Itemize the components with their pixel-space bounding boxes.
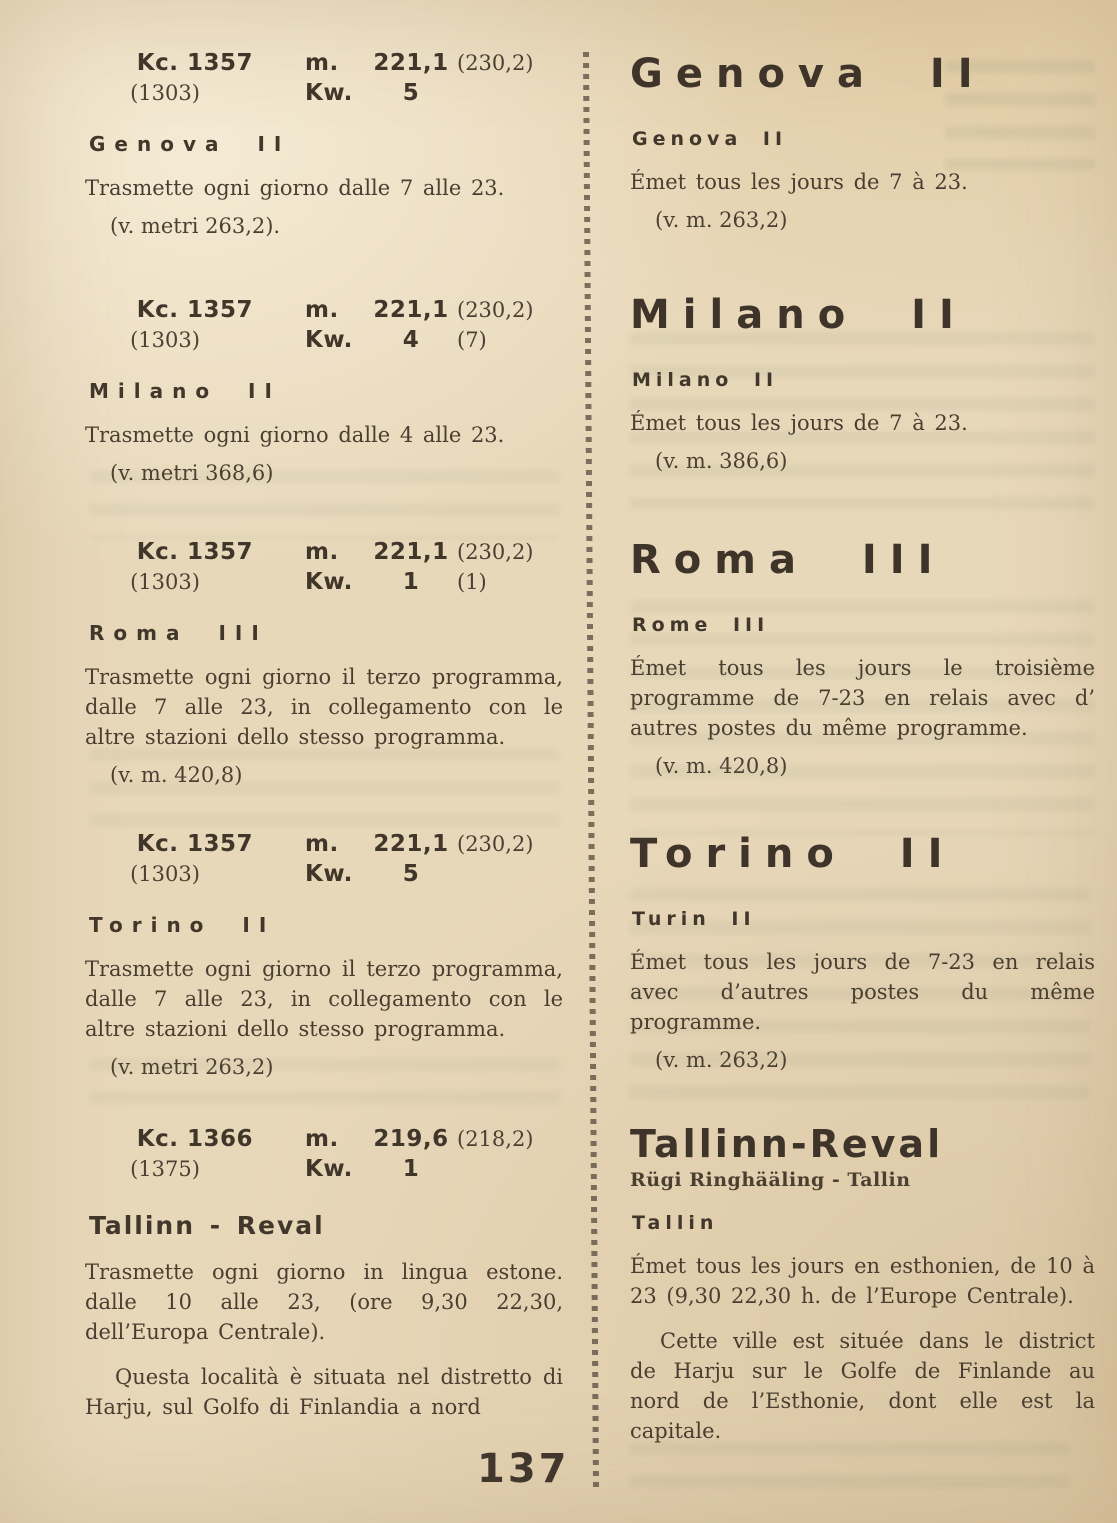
frequency-row (85, 295, 563, 325)
m-value: 219,6 (373, 1126, 449, 1152)
spacer (245, 567, 279, 597)
m-alt-value: (230,2) (457, 298, 534, 322)
station-description: Émet tous les jours de 7-23 en relais avec d’autres postes du même programme. (630, 950, 1095, 1034)
station-description: Trasmette ogni giorno dalle 7 alle 23. (85, 176, 505, 200)
wavelength-note: (v. metri 368,6) (110, 461, 274, 485)
kw-alt-value (457, 78, 563, 108)
station-title: Torino II (630, 831, 956, 877)
m-alt-value: (230,2) (457, 51, 534, 75)
station-name: Genova II (89, 132, 291, 156)
spacer (245, 325, 279, 355)
frequency-row (85, 829, 563, 859)
station-section (630, 1122, 1095, 1446)
station-section (630, 538, 1095, 778)
frequency-table (85, 48, 563, 108)
kw-label: Kw. (305, 80, 353, 106)
station-native-name: Rügi Ringhääling - Tallin (630, 1169, 911, 1191)
wavelength-note: (v. metri 263,2). (110, 214, 281, 238)
station-section (85, 48, 563, 238)
station-name-translated: Tallin (632, 1212, 719, 1234)
station-section (630, 832, 1095, 1072)
station-title: Tallinn-Reval (630, 1122, 944, 1166)
station-description: Trasmette ogni giorno dalle 4 alle 23. (85, 423, 505, 447)
kc-spacer (253, 829, 279, 859)
kc-label: Kc. 1357 (136, 539, 253, 565)
station-name-translated: Genova II (632, 128, 788, 150)
station-section (630, 52, 1095, 232)
station-name: Tallinn - Reval (89, 1211, 325, 1240)
kw-value: 1 (402, 569, 420, 595)
kc-label: Kc. 1357 (136, 297, 253, 323)
station-name-translated: Rome III (632, 614, 770, 636)
station-section (85, 295, 563, 485)
column-divider-dotted-rule (583, 52, 599, 1490)
kc-alt-value: (1303) (130, 570, 200, 594)
kc-label: Kc. 1366 (136, 1126, 253, 1152)
frequency-row (85, 537, 563, 567)
kw-alt-value: (1) (457, 570, 487, 594)
m-value: 221,1 (373, 539, 449, 565)
m-alt-value: (218,2) (457, 1127, 534, 1151)
kw-label: Kw. (305, 1156, 353, 1182)
station-name: Torino II (89, 913, 276, 937)
frequency-row (85, 1154, 563, 1184)
kc-alt-value: (1303) (130, 81, 200, 105)
station-title: Genova II (630, 51, 986, 97)
wavelength-note: (v. m. 263,2) (655, 208, 788, 232)
station-section (85, 537, 563, 787)
wavelength-note: (v. m. 420,8) (110, 763, 243, 787)
m-label: m. (305, 831, 339, 857)
frequency-row (85, 1124, 563, 1154)
station-name: Roma III (89, 621, 268, 645)
frequency-table (85, 829, 563, 889)
station-title: Roma III (630, 537, 946, 583)
station-description: Trasmette ogni giorno in lingua estone. dalle 10 alle 23, (ore 9,30 22,30, dell’Europa Centrale). (85, 1260, 563, 1344)
right-column-french (630, 0, 1095, 1523)
m-label: m. (305, 50, 339, 76)
kw-alt-value: (7) (457, 328, 487, 352)
station-section (630, 293, 1095, 473)
station-description: Émet tous les jours de 7 à 23. (630, 170, 968, 194)
kw-value: 1 (402, 1156, 420, 1182)
kc-spacer (253, 295, 279, 325)
kc-alt-value: (1303) (130, 862, 200, 886)
frequency-row (85, 325, 563, 355)
kw-value: 5 (402, 80, 420, 106)
m-label: m. (305, 1126, 339, 1152)
m-value: 221,1 (373, 831, 449, 857)
station-name: Milano II (89, 379, 281, 403)
station-name-translated: Turin II (632, 908, 756, 930)
m-value: 221,1 (373, 50, 449, 76)
frequency-row (85, 567, 563, 597)
kw-value: 4 (402, 327, 420, 353)
wavelength-note: (v. metri 263,2) (110, 1055, 274, 1079)
station-title: Milano II (630, 292, 967, 338)
kw-label: Kw. (305, 327, 353, 353)
m-alt-value: (230,2) (457, 832, 534, 856)
station-description: Émet tous les jours de 7 à 23. (630, 411, 968, 435)
station-name-translated: Milano II (632, 369, 779, 391)
m-value: 221,1 (373, 297, 449, 323)
kc-label: Kc. 1357 (136, 50, 253, 76)
kc-alt-value: (1375) (130, 1157, 200, 1181)
kc-spacer (253, 537, 279, 567)
wavelength-note: (v. m. 263,2) (655, 1048, 788, 1072)
left-column-italian (85, 0, 563, 1523)
spacer (245, 1154, 279, 1184)
station-description: Trasmette ogni giorno il terzo programma, dalle 7 alle 23, in collegamento con le altre stazioni dello stesso programma. (85, 665, 563, 749)
spacer (245, 859, 279, 889)
station-description: Trasmette ogni giorno il terzo programma, dalle 7 alle 23, in collegamento con le altre stazioni dello stesso programma. (85, 957, 563, 1041)
station-description: Émet tous les jours le troisième programme de 7-23 en relais avec d’ autres postes du même programme. (630, 656, 1095, 740)
kc-spacer (253, 1124, 279, 1154)
m-label: m. (305, 539, 339, 565)
frequency-table (85, 1124, 563, 1184)
frequency-table (85, 295, 563, 355)
spacer (245, 78, 279, 108)
frequency-row (85, 78, 563, 108)
kw-alt-value (457, 859, 563, 889)
kc-alt-value: (1303) (130, 328, 200, 352)
kw-label: Kw. (305, 861, 353, 887)
kw-label: Kw. (305, 569, 353, 595)
frequency-row (85, 48, 563, 78)
station-description: Émet tous les jours en esthonien, de 10 à 23 (9,30 22,30 h. de l’Europe Centrale). (630, 1254, 1095, 1308)
kc-spacer (253, 48, 279, 78)
kw-value: 5 (402, 861, 420, 887)
station-section (85, 1124, 563, 1422)
frequency-table (85, 537, 563, 597)
kc-label: Kc. 1357 (136, 831, 253, 857)
station-description: Cette ville est située dans le district de Harju sur le Golfe de Finlande au nord de l’Esthonie, dont elle est la capitale. (630, 1329, 1095, 1443)
frequency-row (85, 859, 563, 889)
wavelength-note: (v. m. 420,8) (655, 754, 788, 778)
station-description: Questa località è situata nel distretto di Harju, sul Golfo di Finlandia a nord (85, 1365, 563, 1419)
m-alt-value: (230,2) (457, 540, 534, 564)
kw-alt-value (457, 1154, 563, 1184)
wavelength-note: (v. m. 386,6) (655, 449, 788, 473)
m-label: m. (305, 297, 339, 323)
station-section (85, 829, 563, 1079)
page-number: 137 (477, 1446, 570, 1492)
